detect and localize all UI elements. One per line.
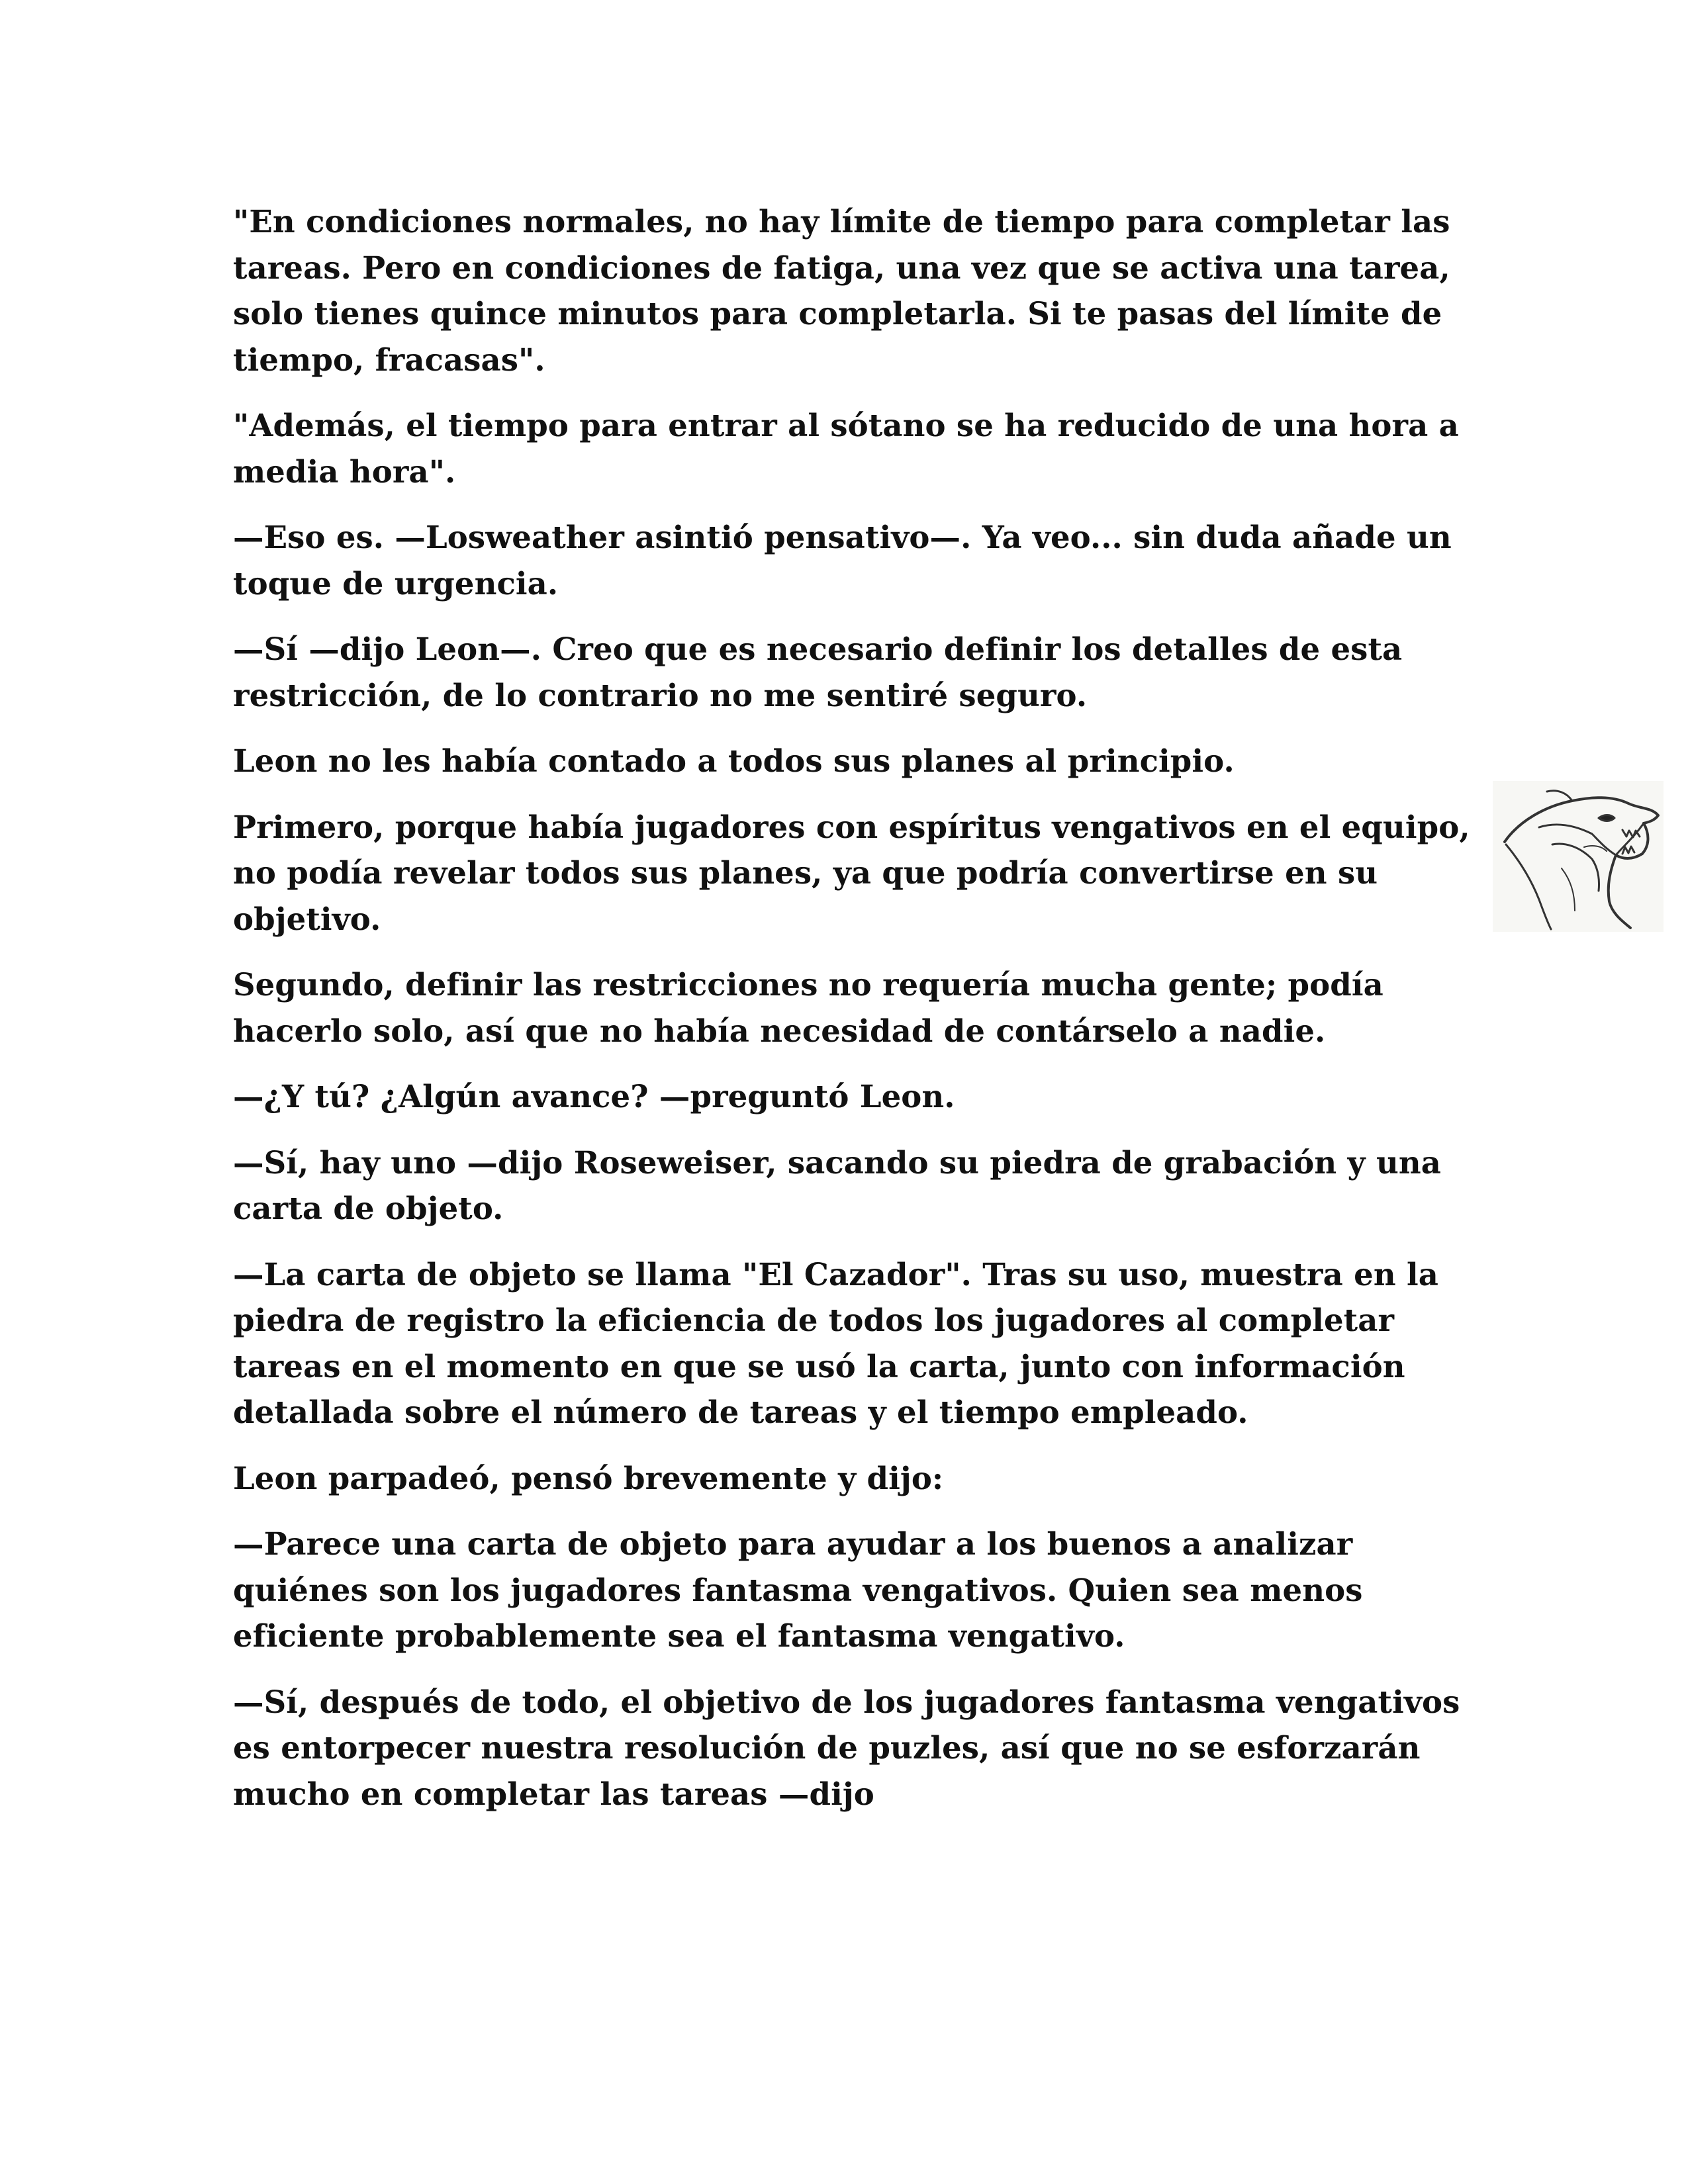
paragraph-7: Segundo, definir las restricciones no requería mucha gente; podía hacerlo solo, así que no había necesidad de contárselo a nadie. <box>233 966 1383 1049</box>
paragraph-11: Leon parpadeó, pensó brevemente y dijo: <box>233 1459 944 1496</box>
paragraph-12: —Parece una carta de objeto para ayudar a los buenos a analizar quiénes son los jugadores fantasma vengativos. Quien sea menos eficiente probablemente sea el fantasma vengativo. <box>233 1525 1363 1654</box>
paragraph-5: Leon no les había contado a todos sus planes al principio. <box>233 743 1235 779</box>
paragraph-3: —Eso es. —Losweather asintió pensativo—. Ya veo... sin duda añade un toque de urgencia. <box>233 519 1452 602</box>
paragraph-2: "Además, el tiempo para entrar al sótano se ha reducido de una hora a media hora". <box>233 407 1459 490</box>
document-body <box>233 199 1472 1837</box>
paragraph-13: —Sí, después de todo, el objetivo de los jugadores fantasma vengativos es entorpecer nuestra resolución de puzles, así que no se esforzarán mucho en completar las tareas —dijo <box>233 1683 1460 1812</box>
paragraph-9: —Sí, hay uno —dijo Roseweiser, sacando su piedra de grabación y una carta de objeto. <box>233 1144 1442 1226</box>
paragraph-6: Primero, porque había jugadores con espíritus vengativos en el equipo, no podía revelar todos sus planes, ya que podría convertirse en su objetivo. <box>233 808 1470 937</box>
paragraph-8: —¿Y tú? ¿Algún avance? —preguntó Leon. <box>233 1078 955 1115</box>
dinosaur-head-icon <box>1493 781 1664 932</box>
paragraph-4: —Sí —dijo Leon—. Creo que es necesario definir los detalles de esta restricción, de lo contrario no me sentiré seguro. <box>233 631 1403 713</box>
paragraph-10: —La carta de objeto se llama "El Cazador". Tras su uso, muestra en la piedra de registro la eficiencia de todos los jugadores al completar tareas en el momento en que se usó la carta, junto con información detallada sobre el número de tareas y el tiempo empleado. <box>233 1255 1439 1430</box>
paragraph-1: "En condiciones normales, no hay límite de tiempo para completar las tareas. Pero en condiciones de fatiga, una vez que se activa una tarea, solo tienes quince minutos para completarla. Si te pasas del límite de tiempo, fracasas". <box>233 203 1450 378</box>
